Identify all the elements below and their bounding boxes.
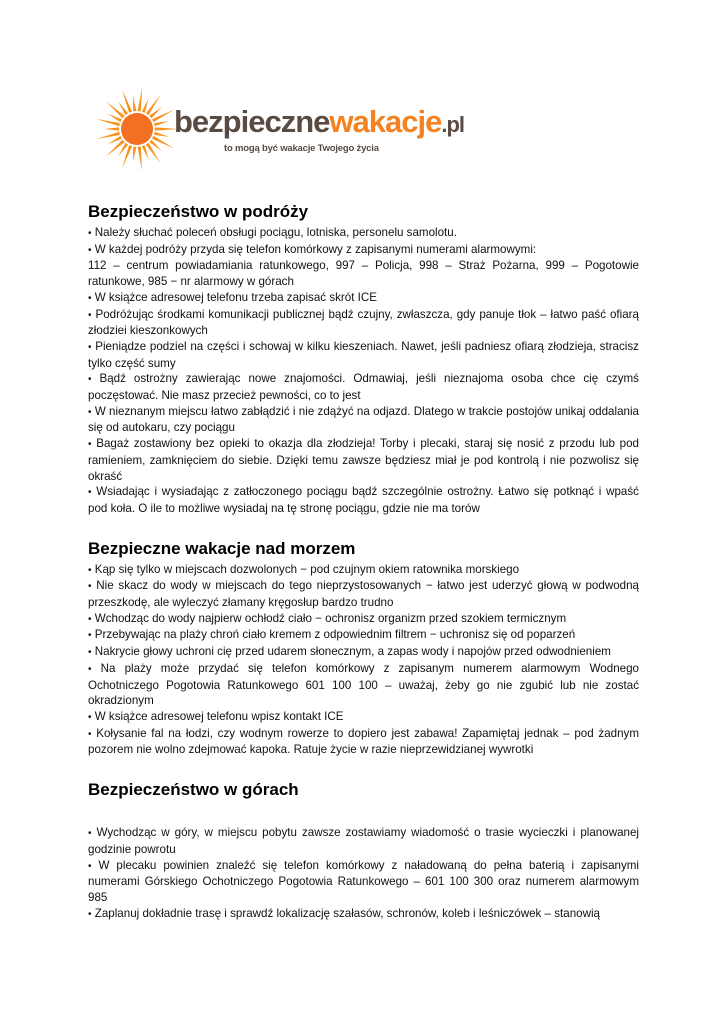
list-item: • Kąp się tylko w miejscach dozwolonych − pod czujnym okiem ratownika morskiego [88,562,520,576]
bullet-mark: • [88,228,92,239]
list-item: • Wchodząc do wody najpierw ochłodź ciało − ochronisz organizm przed szokiem termicznym [88,611,567,625]
list-item: • W każdej podróży przyda się telefon komórkowy z zapisanymi numerami alarmowymi: [88,242,537,256]
sun-ray [133,147,136,162]
sun-ray [106,140,125,157]
bullet-mark: • [88,647,92,659]
emergency-numbers: 112 – centrum powiadamiania ratunkowego, 997 – Policja, 998 – Straż Pożarna, 999 – Pogotowie ratunkowe, 985 − nr alarmowy w górach [88,259,639,289]
bullet-mark: • [88,292,92,304]
sun-ray [138,87,143,111]
document-body [88,202,639,922]
sun-ray [96,132,120,139]
list-item: • Zaplanuj dokładnie trasę i sprawdź lokalizację szałasów, schronów, koleb i leśniczówek – stanowią [88,906,600,920]
sun-ray [152,136,174,149]
section-title-mountains: Bezpieczeństwo w górach [88,780,299,800]
bullet-mark: • [88,244,92,256]
bullet-mark: • [88,439,92,451]
bullet-mark: • [88,581,92,593]
sun-ray [152,110,174,123]
bullet-mark: • [88,728,92,740]
bullet-mark: • [88,374,92,386]
sun-ray [138,147,143,171]
list-item: • Pieniądze podziel na części i schowaj w kilku kieszeniach. Nawet, jeśli padniesz ofiarą złodzieja, stracisz tylko część sumy [88,339,639,370]
site-logo [94,86,464,172]
bullet-mark: • [88,828,92,840]
sun-ray [154,121,169,126]
list-item: • Przebywając na plaży chroń ciało kremem z odpowiednim filtrem − uchronisz się od poparzeń [88,628,576,642]
list-item: • Nakrycie głowy uchroni cię przed udarem słonecznym, a zapas wody i napojów przed odwodnieniem [88,645,611,659]
bullet-mark: • [88,860,92,872]
logo-word-main: bezpieczne [174,104,330,139]
list-item: • Nie skacz do wody w miejscach do tego nieprzystosowanych − łatwo jest uderzyć głową w podwodną przeszkodę, ale wyleczyć złamany kręgosłup bardzo trudno [88,579,639,610]
bullet-mark: • [88,630,92,642]
bullet-mark: • [88,663,92,675]
sun-ray [142,145,149,160]
bullet-mark: • [88,613,92,625]
list-item: • W książce adresowej telefonu wpisz kontakt ICE [88,709,344,723]
bullet-mark: • [88,711,92,723]
bullet-mark: • [88,309,92,321]
list-item: • Podróżując środkami komunikacji publicznej bądź czujny, zwłaszcza, gdy panuje tłok – łatwo paść ofiarą złodziei kieszonkowych [88,307,639,338]
list-item: • Wsiadając i wysiadając z zatłoczonego pociągu bądź szczególnie ostrożny. Łatwo się potknąć i wpaść pod koła. O ile to możliwe wysiadaj na tę stronę pociągu, gdzie nie ma torów [88,485,639,515]
list-item: • Bagaż zostawiony bez opieki to okazja dla złodzieja! Torby i plecaki, staraj się nosić z przodu lub pod ramieniem, zamknięciem do siebie. Dzięki temu zawsze będziesz miał je pod kontrolą i nie pozwolisz się okraść [88,437,640,483]
bullet-mark: • [88,406,92,418]
logo-word-tld: .pl [441,112,464,137]
sun-icon [94,86,180,172]
sun-ray [146,94,161,115]
sun-ray [154,132,169,137]
section-title-sea: Bezpieczne wakacje nad morzem [88,538,356,558]
bullet-mark: • [88,341,92,353]
list-item: • Wychodząc w góry, w miejscu pobytu zawsze zostawiamy wiadomość o trasie wycieczki i planowanej godzinie powrotu [88,826,639,856]
section-title-travel: Bezpieczeństwo w podróży [88,202,309,221]
bullet-mark: • [88,908,92,920]
sun-ray [104,127,119,130]
bullet-mark: • [88,487,92,499]
list-item: • Kołysanie fal na łodzi, czy wodnym rowerze to dopiero jest zabawa! Zapamiętaj jednak – pod żadnym pozorem nie wolno zdejmować kapoka. Ratuje życie w razie nieprzewidzianej wywrotki [88,726,639,757]
sun-ray [146,143,161,164]
list-item: • W książce adresowej telefonu trzeba zapisać skrót ICE [88,290,377,304]
sun-ray [106,101,125,118]
list-item: • Należy słuchać poleceń obsługi pociągu, lotniska, personelu samolotu. [88,226,457,239]
list-item: • W nieznanym miejscu łatwo zabłądzić i nie zdążyć na odjazd. Dlatego w trakcie postojów unikaj oddalania się od autokaru, czy pociągu [88,404,639,435]
sun-ray [96,119,120,126]
logo-wordmark [174,104,464,143]
sun-ray [142,98,149,113]
list-item: • W plecaku powinien znaleźć się telefon komórkowy z naładowaną do pełna baterią i zapisanymi numerami Górskiego Ochotniczego Pogotowia Ratunkowego – 601 100 300 oraz numerem alarmowym 985 [88,858,639,904]
list-item: • Na plaży może przydać się telefon komórkowy z zapisanym numerem alarmowym Wodnego Ochotniczego Pogotowia Ratunkowego 601 100 100 – uważaj, żeby go nie zgubić lub nie zostać okradzionym [88,661,639,708]
list-item: • Bądź ostrożny zawierając nowe znajomości. Odmawiaj, jeśli nieznajoma osoba chce cię czymś poczęstować. Nie masz przecież pewności, co to jest [88,372,639,403]
bullet-mark: • [88,564,92,576]
logo-tagline: to mogą być wakacje Twojego życia [224,143,379,154]
sun-ray [133,96,136,111]
logo-word-accent: wakacje [329,104,442,139]
